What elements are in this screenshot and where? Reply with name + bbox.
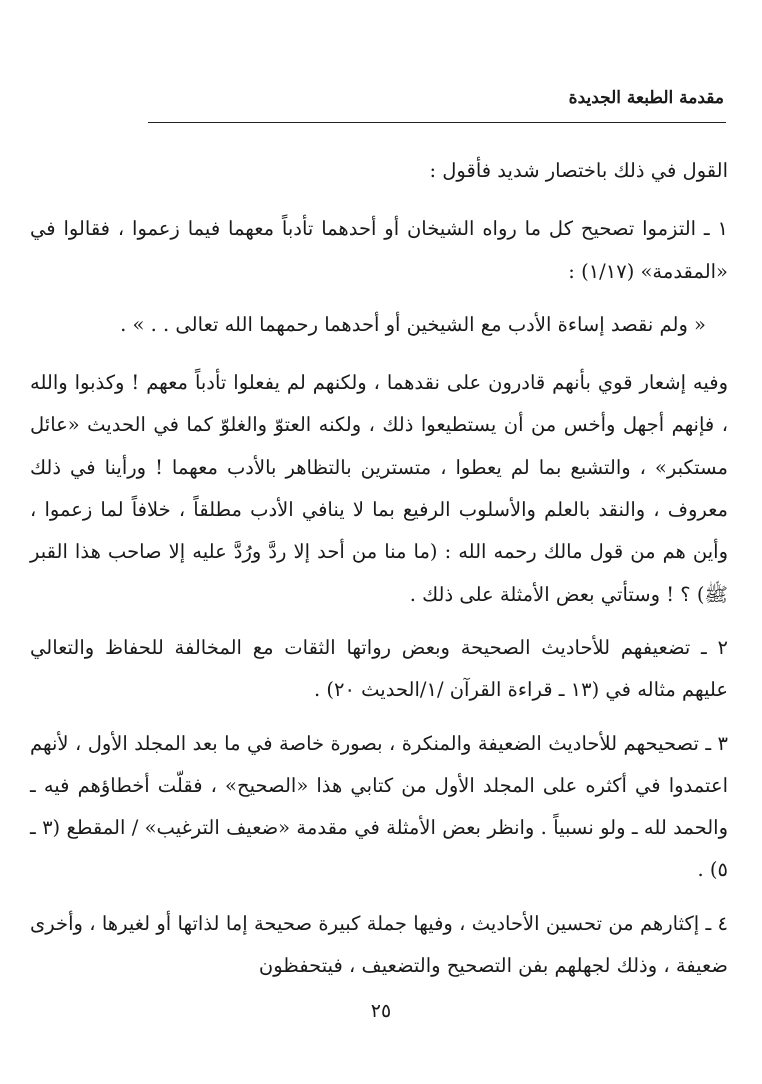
running-header: مقدمة الطبعة الجديدة: [568, 88, 724, 108]
page-number: ٢٥: [370, 1000, 392, 1022]
paragraph-quote: « ولم نقصد إساءة الأدب مع الشيخين أو أحدهما رحمهما الله تعالى . . » .: [120, 312, 706, 336]
paragraph-point-4: ٤ ـ إكثارهم من تحسين الأحاديث ، وفيها جملة كبيرة صحيحة إما لذاتها أو لغيرها ، وأخرى ضعيفة ، وذلك لجهلهم بفن التصحيح والتضعيف ، فيتحفظون: [30, 911, 728, 978]
header-rule: [148, 122, 726, 123]
paragraph-point-2: ٢ ـ تضعيفهم للأحاديث الصحيحة وبعض رواتها الثقات مع المخالفة للحفاظ والتعالي عليهم مثاله في (١٣ ـ قراءة القرآن /١/الحديث ٢٠) .: [30, 635, 728, 702]
paragraph-commentary: وفيه إشعار قوي بأنهم قادرون على نقدهما ، ولكنهم لم يفعلوا تأدباً معهم ! وكذبوا والله ، فإنهم أجهل وأخس من أن يستطيعوا ذلك ، ولكنه العتوّ والغلوّ كما في الحديث «عائل مستكبر» ، والتشبع بما لم يعطوا ، متسترين بالتظاهر بالأدب معهما ! ورأينا في ذلك معروف ، والنقد بالعلم والأسلوب الرفيع بما لا ينافي الأدب مطلقاً ، خلافاً لما زعموا ، وأين هم من قول مالك رحمه الله : (ما منا من أحد إلا ردَّ ورُدَّ عليه إلا صاحب هذا القبر ﷺ) ؟ ! وستأتي بعض الأمثلة على ذلك .: [30, 371, 728, 606]
paragraph-point-1: ١ ـ التزموا تصحيح كل ما رواه الشيخان أو أحدهما تأدباً معهما فيما زعموا ، فقالوا في «المقدمة» (١/١٧) :: [30, 217, 728, 283]
page-body: [30, 150, 728, 987]
paragraph-intro: القول في ذلك باختصار شديد فأقول :: [429, 159, 728, 182]
paragraph-point-3: ٣ ـ تصحيحهم للأحاديث الضعيفة والمنكرة ، بصورة خاصة في ما بعد المجلد الأول ، لأنهم اعتمدوا في أكثره على المجلد الأول من كتابي هذا «الصحيح» ، فقلّت أخطاؤهم فيه ـ والحمد لله ـ ولو نسبياً . وانظر بعض الأمثلة في مقدمة «ضعيف الترغيب» / المقطع (٣ ـ ٥) .: [30, 731, 728, 882]
